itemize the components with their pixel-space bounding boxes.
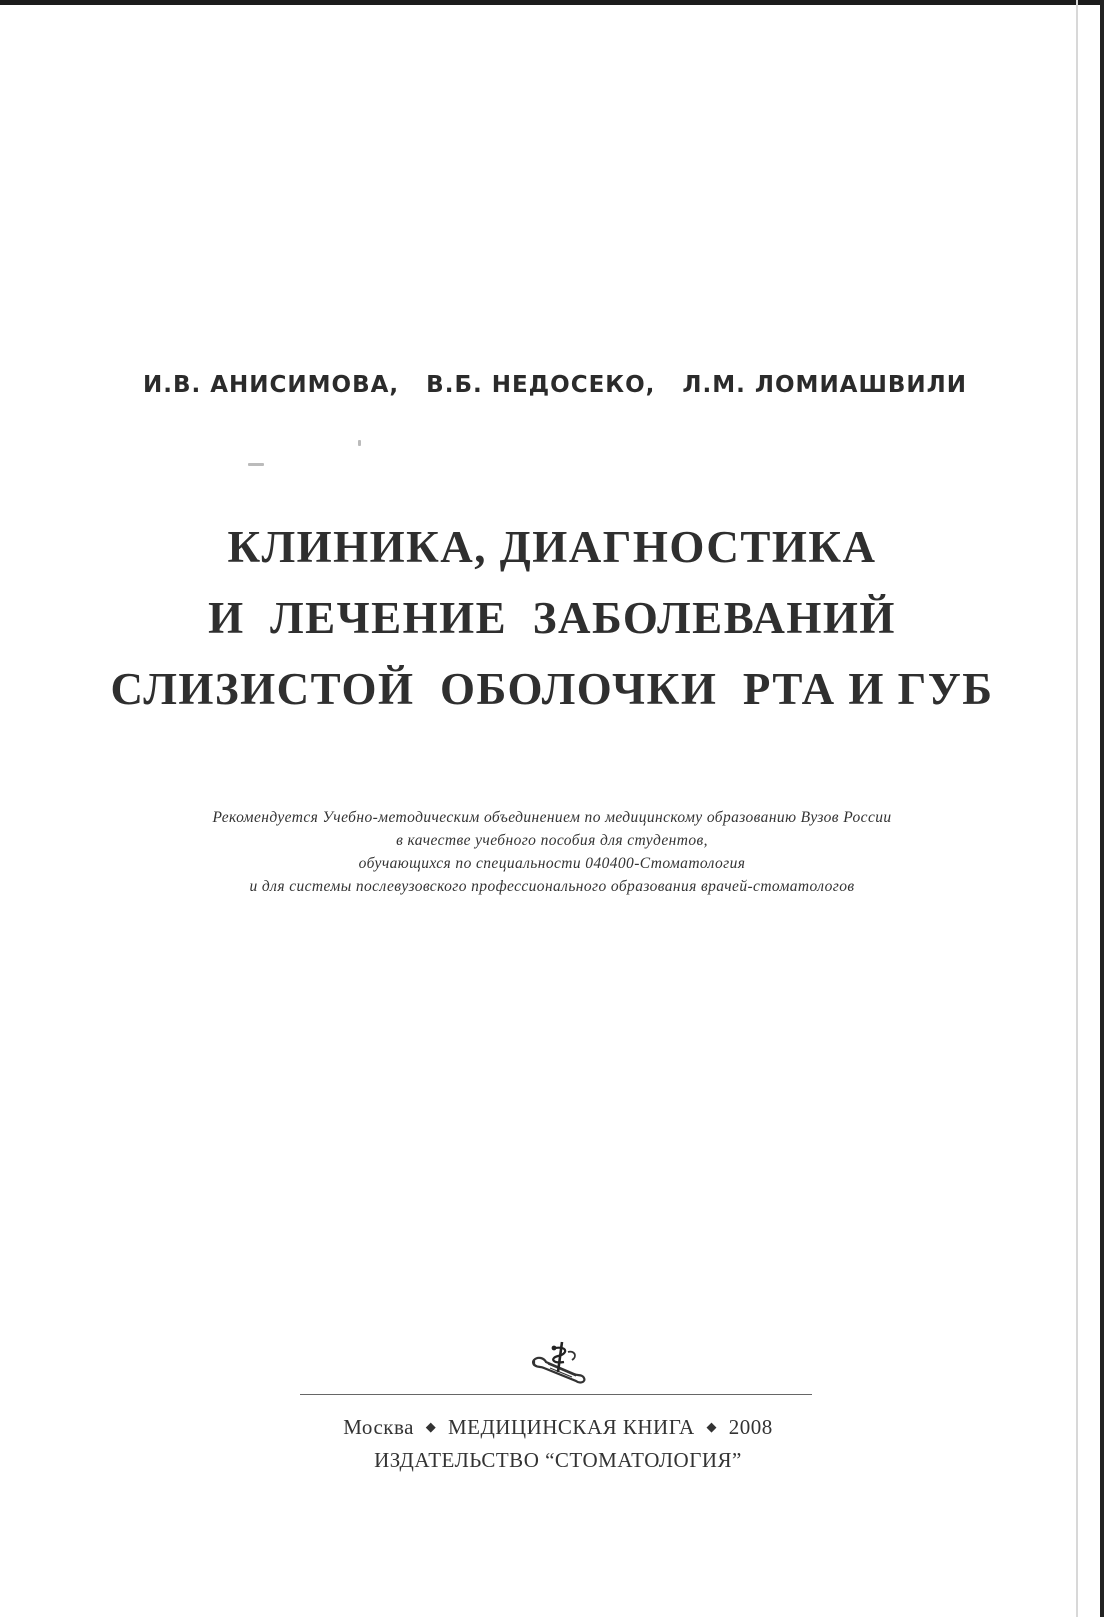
- title-line-1: КЛИНИКА, ДИАГНОСТИКА: [227, 522, 877, 572]
- imprint-publisher: МЕДИЦИНСКАЯ КНИГА: [447, 1415, 695, 1439]
- scan-speck: [358, 440, 361, 446]
- title-line-3: СЛИЗИСТОЙ ОБОЛОЧКИ РТА И ГУБ: [110, 664, 994, 714]
- imprint-line-2: ИЗДАТЕЛЬСТВО “СТОМАТОЛОГИЯ”: [374, 1448, 742, 1472]
- authors-line: [0, 372, 1104, 398]
- recommendation-line-3: обучающихся по специальности 040400-Стоматология: [358, 855, 746, 872]
- imprint-line-1: [0, 1410, 1104, 1444]
- author-3: Л.М. ЛОМИАШВИЛИ: [682, 372, 968, 398]
- diamond-separator-icon: ◆: [706, 1419, 717, 1434]
- author-1: И.В. АНИСИМОВА,: [142, 372, 400, 398]
- imprint-year: 2008: [728, 1415, 773, 1439]
- book-title: [0, 512, 1104, 725]
- scan-speck: [248, 463, 264, 466]
- recommendation-block: [0, 806, 1104, 898]
- recommendation-line-1: Рекомендуется Учебно-методическим объединением по медицинскому образованию Вузов России: [212, 809, 892, 826]
- scroll-caduceus-icon: [528, 1338, 590, 1386]
- author-2: В.Б. НЕДОСЕКО,: [426, 372, 656, 398]
- imprint-city: Москва: [343, 1415, 414, 1439]
- imprint: [0, 1410, 1104, 1477]
- diamond-separator-icon: ◆: [425, 1419, 437, 1434]
- title-line-2: И ЛЕЧЕНИЕ ЗАБОЛЕВАНИЙ: [208, 593, 896, 643]
- imprint-rule: [300, 1394, 812, 1395]
- recommendation-line-4: и для системы послевузовского профессионального образования врачей-стоматологов: [249, 878, 855, 895]
- recommendation-line-2: в качестве учебного пособия для студентов,: [396, 832, 708, 849]
